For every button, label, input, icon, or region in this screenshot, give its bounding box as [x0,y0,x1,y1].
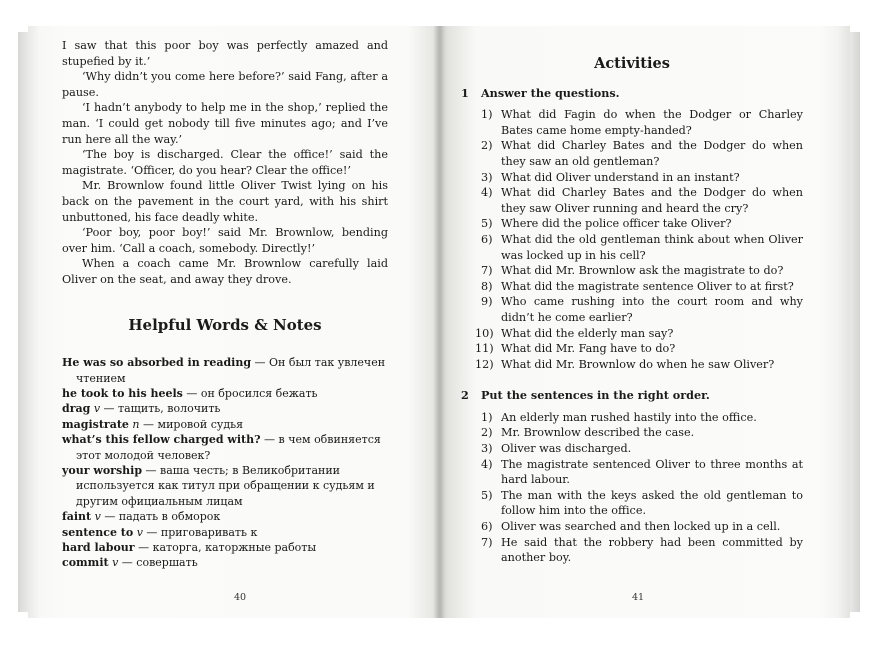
item-number: 7) [481,535,493,549]
note-pos: v [93,402,101,416]
note-term: He was so absorbed in reading [62,356,252,370]
item-text: What did Mr. Brownlow do when he saw Oliver? [501,357,775,371]
item-number: 2) [481,139,493,153]
list-item [461,535,803,566]
note-term: magistrate [62,417,129,431]
item-text: The magistrate sentenced Oliver to three months at hard labour. [501,457,803,487]
item-text: What did the old gentleman think about when Oliver was locked up in his cell? [501,232,803,262]
note-pos: v [136,525,143,539]
note-definition: — тащить, волочить [100,402,221,416]
item-text: What did Charley Bates and the Dodger do when they saw Oliver running and heard the cry? [501,186,803,215]
note-item [62,509,388,524]
note-definition: — Он был так увлечен чтением [76,356,386,385]
item-number: 4) [481,186,493,200]
item-text: Where did the police officer take Oliver? [501,217,732,231]
note-pos: v [94,510,101,524]
note-pos: v [112,556,119,570]
paragraph: ‘The boy is discharged. Clear the office!’ said the magistrate. ‘Officer, do you hear? Clear the office!’ [62,148,388,177]
page-number-left: 40 [234,592,247,603]
list-item [461,279,803,295]
list-item [461,357,803,373]
sentence-list [461,410,803,566]
item-number: 1) [481,410,493,424]
list-item [461,410,803,426]
item-number: 7) [481,264,493,278]
item-text: What did the magistrate sentence Oliver to at first? [501,279,794,293]
paragraph: ‘Why didn’t you come here before?’ said Fang, after a pause. [62,70,388,99]
item-text: What did Charley Bates and the Dodger do when they saw an old gentleman? [501,139,803,168]
note-item [62,417,388,432]
item-number: 2) [481,426,493,440]
item-text: What did Mr. Fang have to do? [501,342,676,356]
task-title: Put the sentences in the right order. [481,388,710,403]
task-number: 1 [461,85,469,100]
task-title: Answer the questions. [481,85,620,100]
note-item [62,386,388,401]
question-list [461,107,803,372]
note-term: drag [62,402,91,416]
list-item [461,263,803,279]
paragraph: When a coach came Mr. Brownlow carefully laid Oliver on the seat, and away they drove. [62,257,388,286]
note-term: hard labour [62,540,135,554]
note-item [62,355,388,386]
notes-title: Helpful Words & Notes [128,315,322,334]
list-item [461,425,803,441]
task-2-heading [461,388,803,404]
item-number: 3) [481,442,493,456]
note-pos: n [132,417,140,431]
item-text: An elderly man rushed hastily into the office. [501,410,757,424]
list-item [461,326,803,342]
item-text: What did Fagin do when the Dodger or Charley Bates came home empty-handed? [501,108,803,137]
item-number: 10) [475,326,494,340]
note-definition: — он бросился бежать [182,386,318,400]
note-term: faint [62,510,92,524]
paragraph: I saw that this poor boy was perfectly amazed and stupefied by it.’ [62,39,388,68]
task-number: 2 [461,388,469,403]
list-item [461,138,803,169]
item-number: 6) [481,232,493,246]
item-number: 8) [481,279,493,293]
note-item [62,401,388,416]
list-item [461,294,803,325]
item-text: Mr. Brownlow described the case. [501,426,695,440]
paragraph: ‘I hadn’t anybody to help me in the shop,’ replied the man. ‘I could get nobody till five minutes ago; and I’ve run here all the way.’ [62,101,388,146]
list-item [461,488,803,519]
item-number: 9) [481,295,493,309]
task-1-heading [461,86,803,102]
activities-title: Activities [594,55,670,72]
note-definition: — совершать [118,556,198,570]
paragraph: Mr. Brownlow found little Oliver Twist lying on his back on the pavement in the court yard, with his shirt unbuttoned, his face deadly white. [62,179,388,224]
item-text: Oliver was discharged. [501,442,632,456]
item-text: He said that the robbery had been committed by another boy. [501,535,803,565]
notes-list [62,355,388,571]
page-number-right: 41 [632,592,645,603]
note-definition: — мировой судья [139,417,244,431]
item-text: What did the elderly man say? [501,326,674,340]
note-definition: — ваша честь; в Великобритании используется как титул при обращении к судьям и другим официальным лицам [76,463,375,508]
list-item [461,519,803,535]
note-term: sentence to [62,525,134,539]
list-item [461,457,803,488]
item-number: 6) [481,520,493,534]
list-item [461,341,803,357]
item-number: 12) [475,357,494,371]
item-number: 5) [481,217,493,231]
item-number: 3) [481,170,493,184]
note-definition: — приговаривать к [142,525,258,539]
list-item [461,170,803,186]
list-item [461,216,803,232]
note-item [62,540,388,555]
list-item [461,232,803,263]
note-item [62,432,388,463]
item-text: What did Mr. Brownlow ask the magistrate to do? [501,264,784,278]
note-definition: — в чем обвиняется этот молодой человек? [76,433,381,462]
item-number: 5) [481,488,493,502]
item-text: What did Oliver understand in an instant? [501,170,740,184]
story-text [62,38,388,288]
item-text: The man with the keys asked the old gentleman to follow him into the office. [501,488,803,518]
note-definition: — каторга, каторжные работы [134,540,317,554]
paragraph: ‘Poor boy, poor boy!’ said Mr. Brownlow, bending over him. ‘Call a coach, somebody. Directly!’ [62,226,388,255]
list-item [461,107,803,138]
item-number: 11) [475,342,494,356]
note-term: he took to his heels [62,386,183,400]
left-page-content [62,38,388,571]
book-spine [433,26,445,618]
item-text: Oliver was searched and then locked up in a cell. [501,520,781,534]
note-item [62,555,388,570]
note-term: commit [62,556,109,570]
note-definition: — падать в обморок [100,510,221,524]
item-number: 1) [481,108,493,122]
note-item [62,525,388,540]
note-item [62,463,388,509]
note-term: what’s this fellow charged with? [62,433,261,447]
note-term: your worship [62,463,143,477]
list-item [461,441,803,457]
right-page-content [461,38,803,566]
list-item [461,185,803,216]
item-text: Who came rushing into the court room and why didn’t he come earlier? [501,295,803,324]
item-number: 4) [481,457,493,471]
